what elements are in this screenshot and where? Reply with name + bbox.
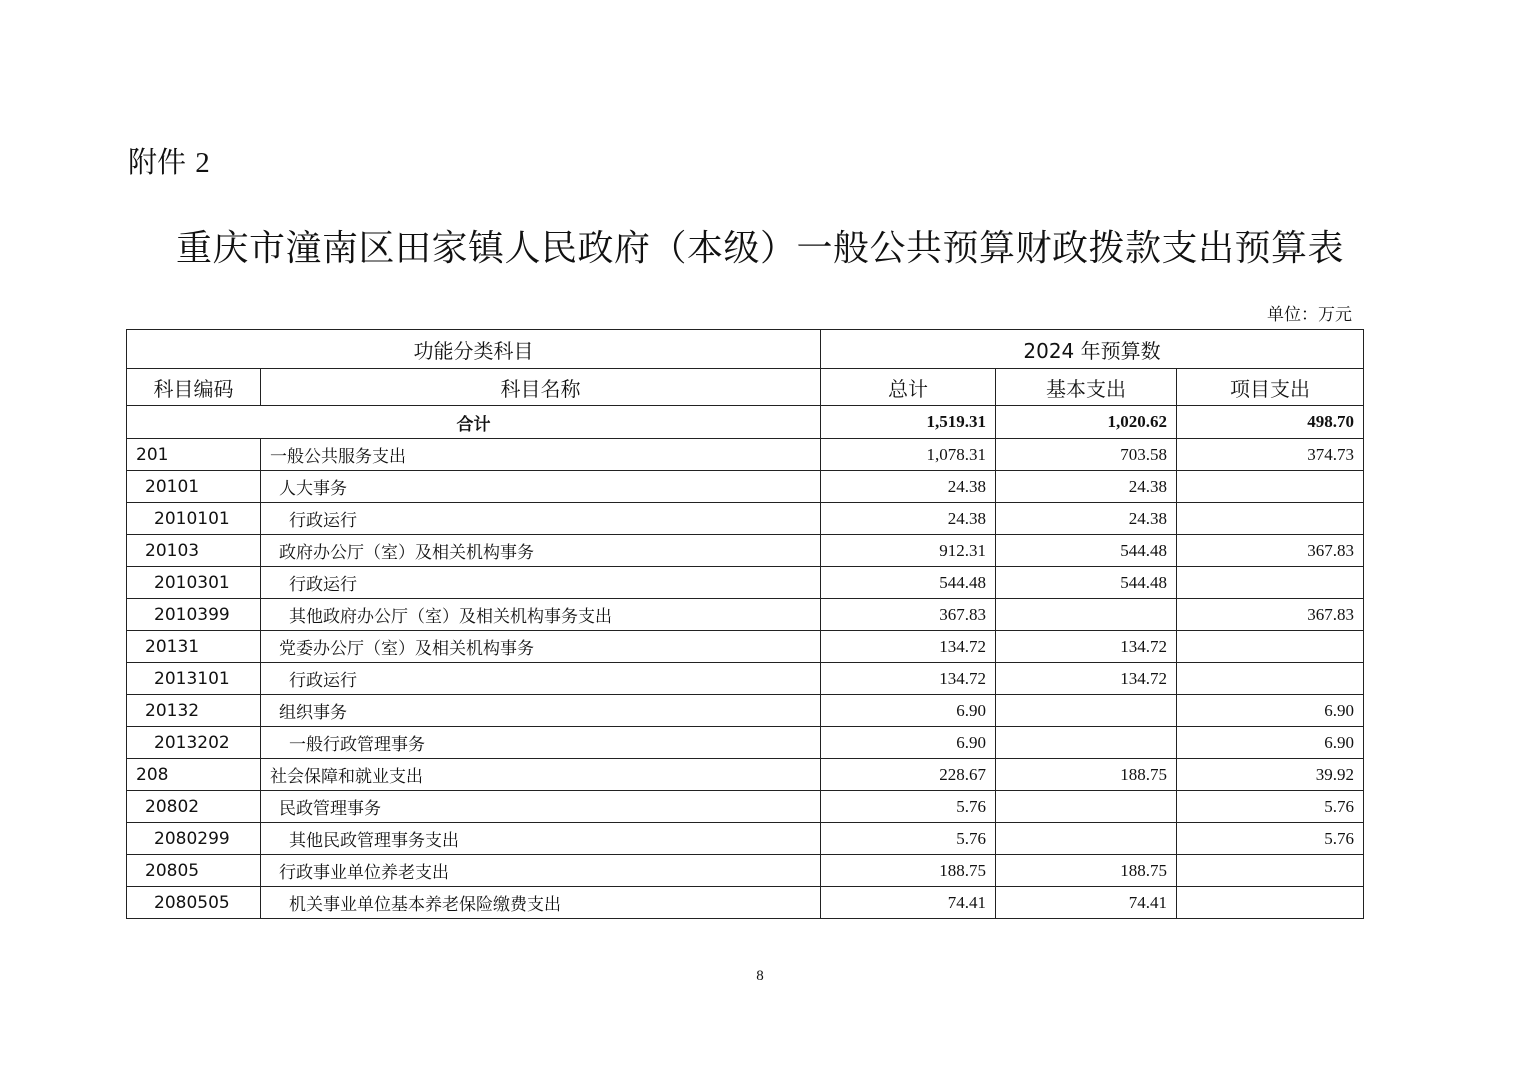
row-name: 一般行政管理事务 [261,727,821,759]
row-code: 2080299 [127,823,261,855]
row-basic: 703.58 [996,439,1177,471]
column-header-total: 总计 [821,369,996,406]
row-basic [996,695,1177,727]
row-code: 201 [127,439,261,471]
table-row [127,663,1364,695]
row-name: 行政运行 [261,503,821,535]
row-basic: 134.72 [996,631,1177,663]
row-total: 367.83 [821,599,996,631]
table-group-header-row [127,330,1364,369]
row-code: 2010101 [127,503,261,535]
table-column-header-row [127,369,1364,406]
row-total: 74.41 [821,887,996,919]
row-project: 367.83 [1177,599,1364,631]
column-header-basic: 基本支出 [996,369,1177,406]
table-row [127,471,1364,503]
row-name: 机关事业单位基本养老保险缴费支出 [261,887,821,919]
attachment-label-text: 附件 [128,145,187,179]
row-name: 其他民政管理事务支出 [261,823,821,855]
row-project: 5.76 [1177,823,1364,855]
group-header-budget-year: 2024 年预算数 [821,330,1364,369]
row-total: 24.38 [821,471,996,503]
budget-table [126,329,1364,919]
row-total: 134.72 [821,663,996,695]
row-basic: 544.48 [996,535,1177,567]
row-basic: 188.75 [996,855,1177,887]
row-basic: 544.48 [996,567,1177,599]
table-row [127,695,1364,727]
row-name: 行政运行 [261,567,821,599]
row-code: 208 [127,759,261,791]
row-basic [996,791,1177,823]
table-row [127,599,1364,631]
row-project: 5.76 [1177,791,1364,823]
row-project [1177,887,1364,919]
row-code: 2013101 [127,663,261,695]
row-code: 20802 [127,791,261,823]
row-project [1177,567,1364,599]
group-header-functional-classification: 功能分类科目 [127,330,821,369]
row-basic [996,727,1177,759]
row-name: 一般公共服务支出 [261,439,821,471]
table-row [127,503,1364,535]
row-project: 367.83 [1177,535,1364,567]
table-row [127,823,1364,855]
row-project: 374.73 [1177,439,1364,471]
table-row [127,567,1364,599]
table-row [127,535,1364,567]
row-name: 其他政府办公厅（室）及相关机构事务支出 [261,599,821,631]
row-name: 行政运行 [261,663,821,695]
row-basic: 134.72 [996,663,1177,695]
table-row [127,631,1364,663]
total-row-total: 1,519.31 [821,406,996,439]
row-code: 2080505 [127,887,261,919]
row-project [1177,855,1364,887]
attachment-number: 2 [195,147,210,179]
page-number: 8 [756,968,764,984]
row-basic [996,599,1177,631]
table-row [127,727,1364,759]
row-total: 544.48 [821,567,996,599]
row-total: 6.90 [821,695,996,727]
row-name: 行政事业单位养老支出 [261,855,821,887]
total-row-project: 498.70 [1177,406,1364,439]
row-total: 228.67 [821,759,996,791]
row-total: 5.76 [821,823,996,855]
row-name: 组织事务 [261,695,821,727]
total-row-label: 合计 [127,406,821,439]
row-project [1177,503,1364,535]
attachment-label [128,142,210,183]
row-code: 20103 [127,535,261,567]
row-project [1177,471,1364,503]
row-project: 6.90 [1177,695,1364,727]
row-code: 20101 [127,471,261,503]
row-code: 2010399 [127,599,261,631]
column-header-project: 项目支出 [1177,369,1364,406]
table-row [127,887,1364,919]
row-project [1177,631,1364,663]
row-project [1177,663,1364,695]
row-total: 912.31 [821,535,996,567]
column-header-code: 科目编码 [127,369,261,406]
row-name: 民政管理事务 [261,791,821,823]
table-row [127,439,1364,471]
total-row-basic: 1,020.62 [996,406,1177,439]
row-name: 人大事务 [261,471,821,503]
table-total-row [127,406,1364,439]
row-total: 5.76 [821,791,996,823]
table-row [127,759,1364,791]
row-project: 6.90 [1177,727,1364,759]
unit-label: 单位：万元 [1267,305,1352,325]
row-total: 6.90 [821,727,996,759]
row-code: 20805 [127,855,261,887]
row-total: 134.72 [821,631,996,663]
row-basic: 188.75 [996,759,1177,791]
row-basic: 24.38 [996,471,1177,503]
row-code: 2013202 [127,727,261,759]
table-row [127,855,1364,887]
row-total: 24.38 [821,503,996,535]
row-name: 政府办公厅（室）及相关机构事务 [261,535,821,567]
row-name: 党委办公厅（室）及相关机构事务 [261,631,821,663]
row-total: 1,078.31 [821,439,996,471]
row-basic [996,823,1177,855]
row-total: 188.75 [821,855,996,887]
column-header-name: 科目名称 [261,369,821,406]
row-code: 2010301 [127,567,261,599]
row-project: 39.92 [1177,759,1364,791]
row-name: 社会保障和就业支出 [261,759,821,791]
table-row [127,791,1364,823]
document-title: 重庆市潼南区田家镇人民政府（本级）一般公共预算财政拨款支出预算表 [175,228,1344,269]
row-basic: 74.41 [996,887,1177,919]
row-code: 20131 [127,631,261,663]
row-code: 20132 [127,695,261,727]
row-basic: 24.38 [996,503,1177,535]
